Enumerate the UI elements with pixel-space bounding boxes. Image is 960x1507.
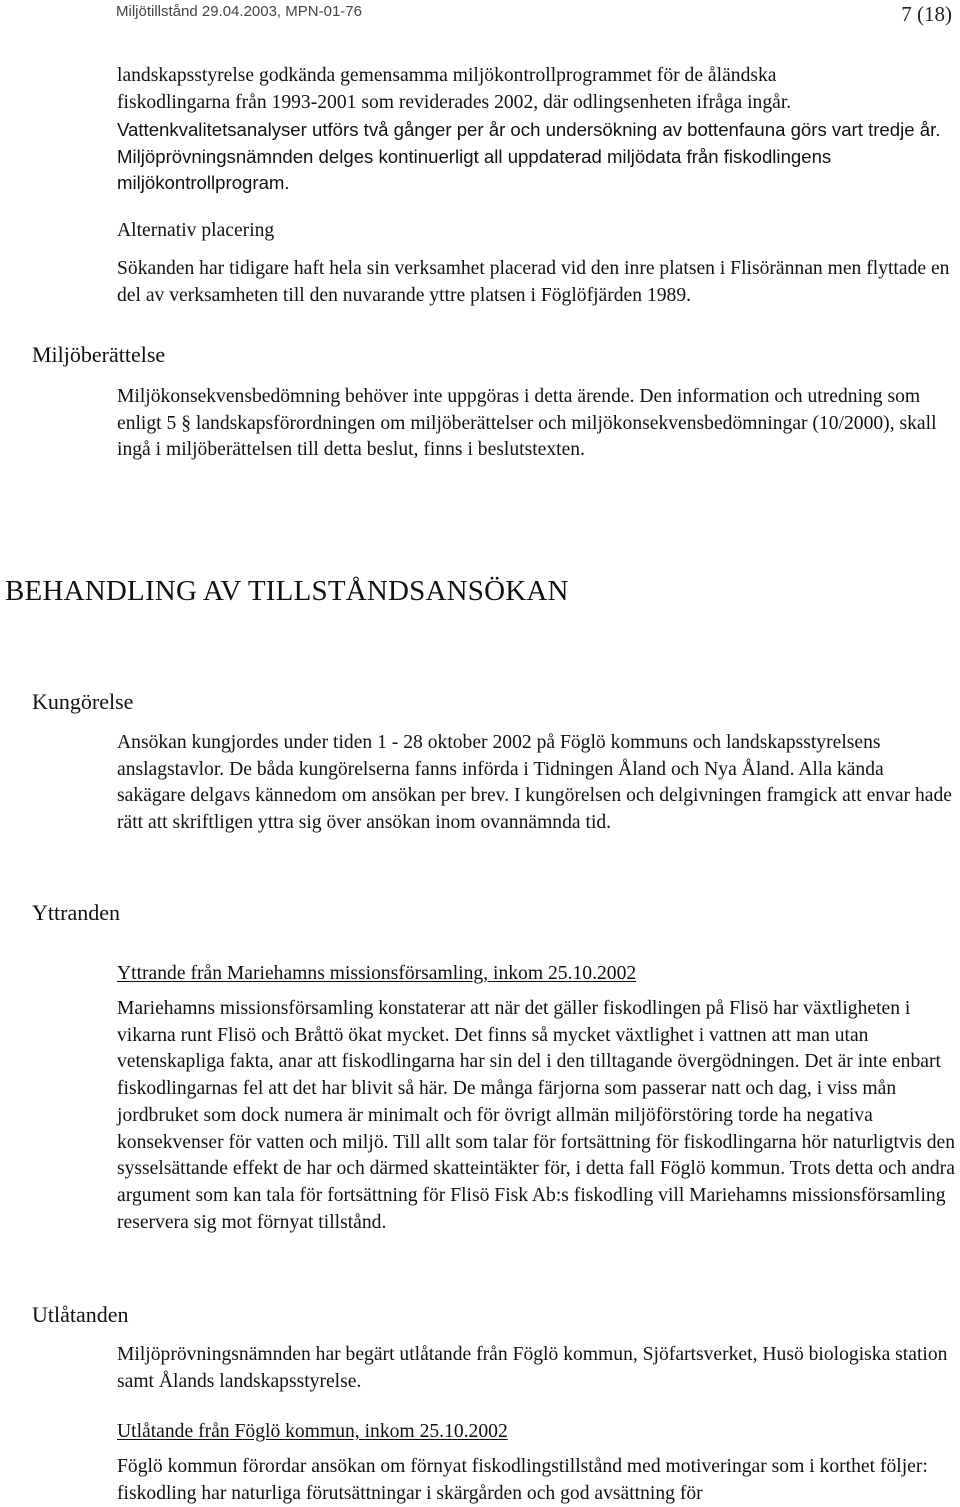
statement-heading: Yttrande från Mariehamns missionsförsamling, inkom 25.10.2002 [117,963,637,984]
side-heading-kungorelse: Kungörelse [32,689,134,714]
side-heading-utlatanden: Utlåtanden [32,1302,129,1327]
alternative-placement-paragraph: Sökanden har tidigare haft hela sin verksamhet placerad vid den inre platsen i Flisörännan men flyttade en del av verksamheten till den nuvarande yttre platsen i Föglöfjärden 1989. [117,258,950,306]
paragraph-line: fiskodlingarna från 1993-2001 som reviderades 2002, där odlingsenheten ifråga ingår. [117,92,792,113]
monitoring-paragraph: Vattenkvalitetsanalyser utförs två gånger per år och undersökning av bottenfauna görs vart tredje år. Miljöprövningsnämnden delges kontinuerligt all uppdaterad miljödata från fiskodlingens miljökontrollprogram. [117,119,941,194]
subsection-heading: Alternativ placering [117,220,275,241]
opinions-paragraph: Miljöprövningsnämnden har begärt utlåtande från Föglö kommun, Sjöfartsverket, Husö biologiska station samt Ålands landskapsstyrelse. [117,1344,948,1392]
side-heading-miljoberattelse: Miljöberättelse [32,342,166,367]
paragraph-line: landskapsstyrelse godkända gemensamma miljökontrollprogrammet för de åländska [117,65,777,86]
section-title: BEHANDLING AV TILLSTÅNDSANSÖKAN [5,575,569,607]
statement-paragraph: Mariehamns missionsförsamling konstaterar att när det gäller fiskodlingen på Flisö har växtligheten i vikarna runt Flisö och Bråttö ökat mycket. Det finns så mycket växtlighet i vattnen att man utan vetenskapliga fakta, anar att fiskodlingarna har sin del i den tilltagande övergödningen. Det är inte enbart fiskodlingarnas fel att det har blivit så här. De många färjorna som passerar natt och dag, i viss mån jordbruket som dock numera är minimalt och för övrigt allmän miljöförstöring torde ha negativa konsekvenser för vatten och miljö. Till allt som talar för fortsättning för fiskodlingarna hör naturligtvis den sysselsättande effekt de har och därmed skatteintäkter för, i detta fall Föglö kommun. Trots detta och andra argument som kan tala för fortsättning för Flisö Fisk Ab:s fiskodling vill Mariehamns missionsförsamling reservera sig mot förnyat tillstånd. [117,998,956,1233]
announcement-paragraph: Ansökan kungjordes under tiden 1 - 28 oktober 2002 på Föglö kommuns och landskapsstyrelsens anslagstavlor. De båda kungörelserna fanns införda i Tidningen Åland och Nya Åland. Alla kända sakägare delgavs kännedom om ansökan per brev. I kungörelsen och delgivningen framgick att envar hade rätt att skriftligen yttra sig över ansökan inom ovannämnda tid. [117,732,952,834]
document-reference: Miljötillstånd 29.04.2003, MPN-01-76 [116,3,362,20]
opinion-heading: Utlåtande från Föglö kommun, inkom 25.10.2002 [117,1421,508,1442]
side-heading-yttranden: Yttranden [32,900,120,925]
page-number: 7 (18) [901,2,952,26]
environmental-report-paragraph: Miljökonsekvensbedömning behöver inte uppgöras i detta ärende. Den information och utredning som enligt 5 § landskapsförordningen om miljöberättelser och miljökonsekvensbedömningar (10/2000), skall ingå i miljöberättelsen till detta beslut, finns i beslutstexten. [117,386,937,461]
opinion-paragraph: Föglö kommun förordar ansökan om förnyat fiskodlingstillstånd med motiveringar som i korthet följer: fiskodling har naturliga förutsättningar i skärgården och god avsättning för [117,1456,928,1504]
